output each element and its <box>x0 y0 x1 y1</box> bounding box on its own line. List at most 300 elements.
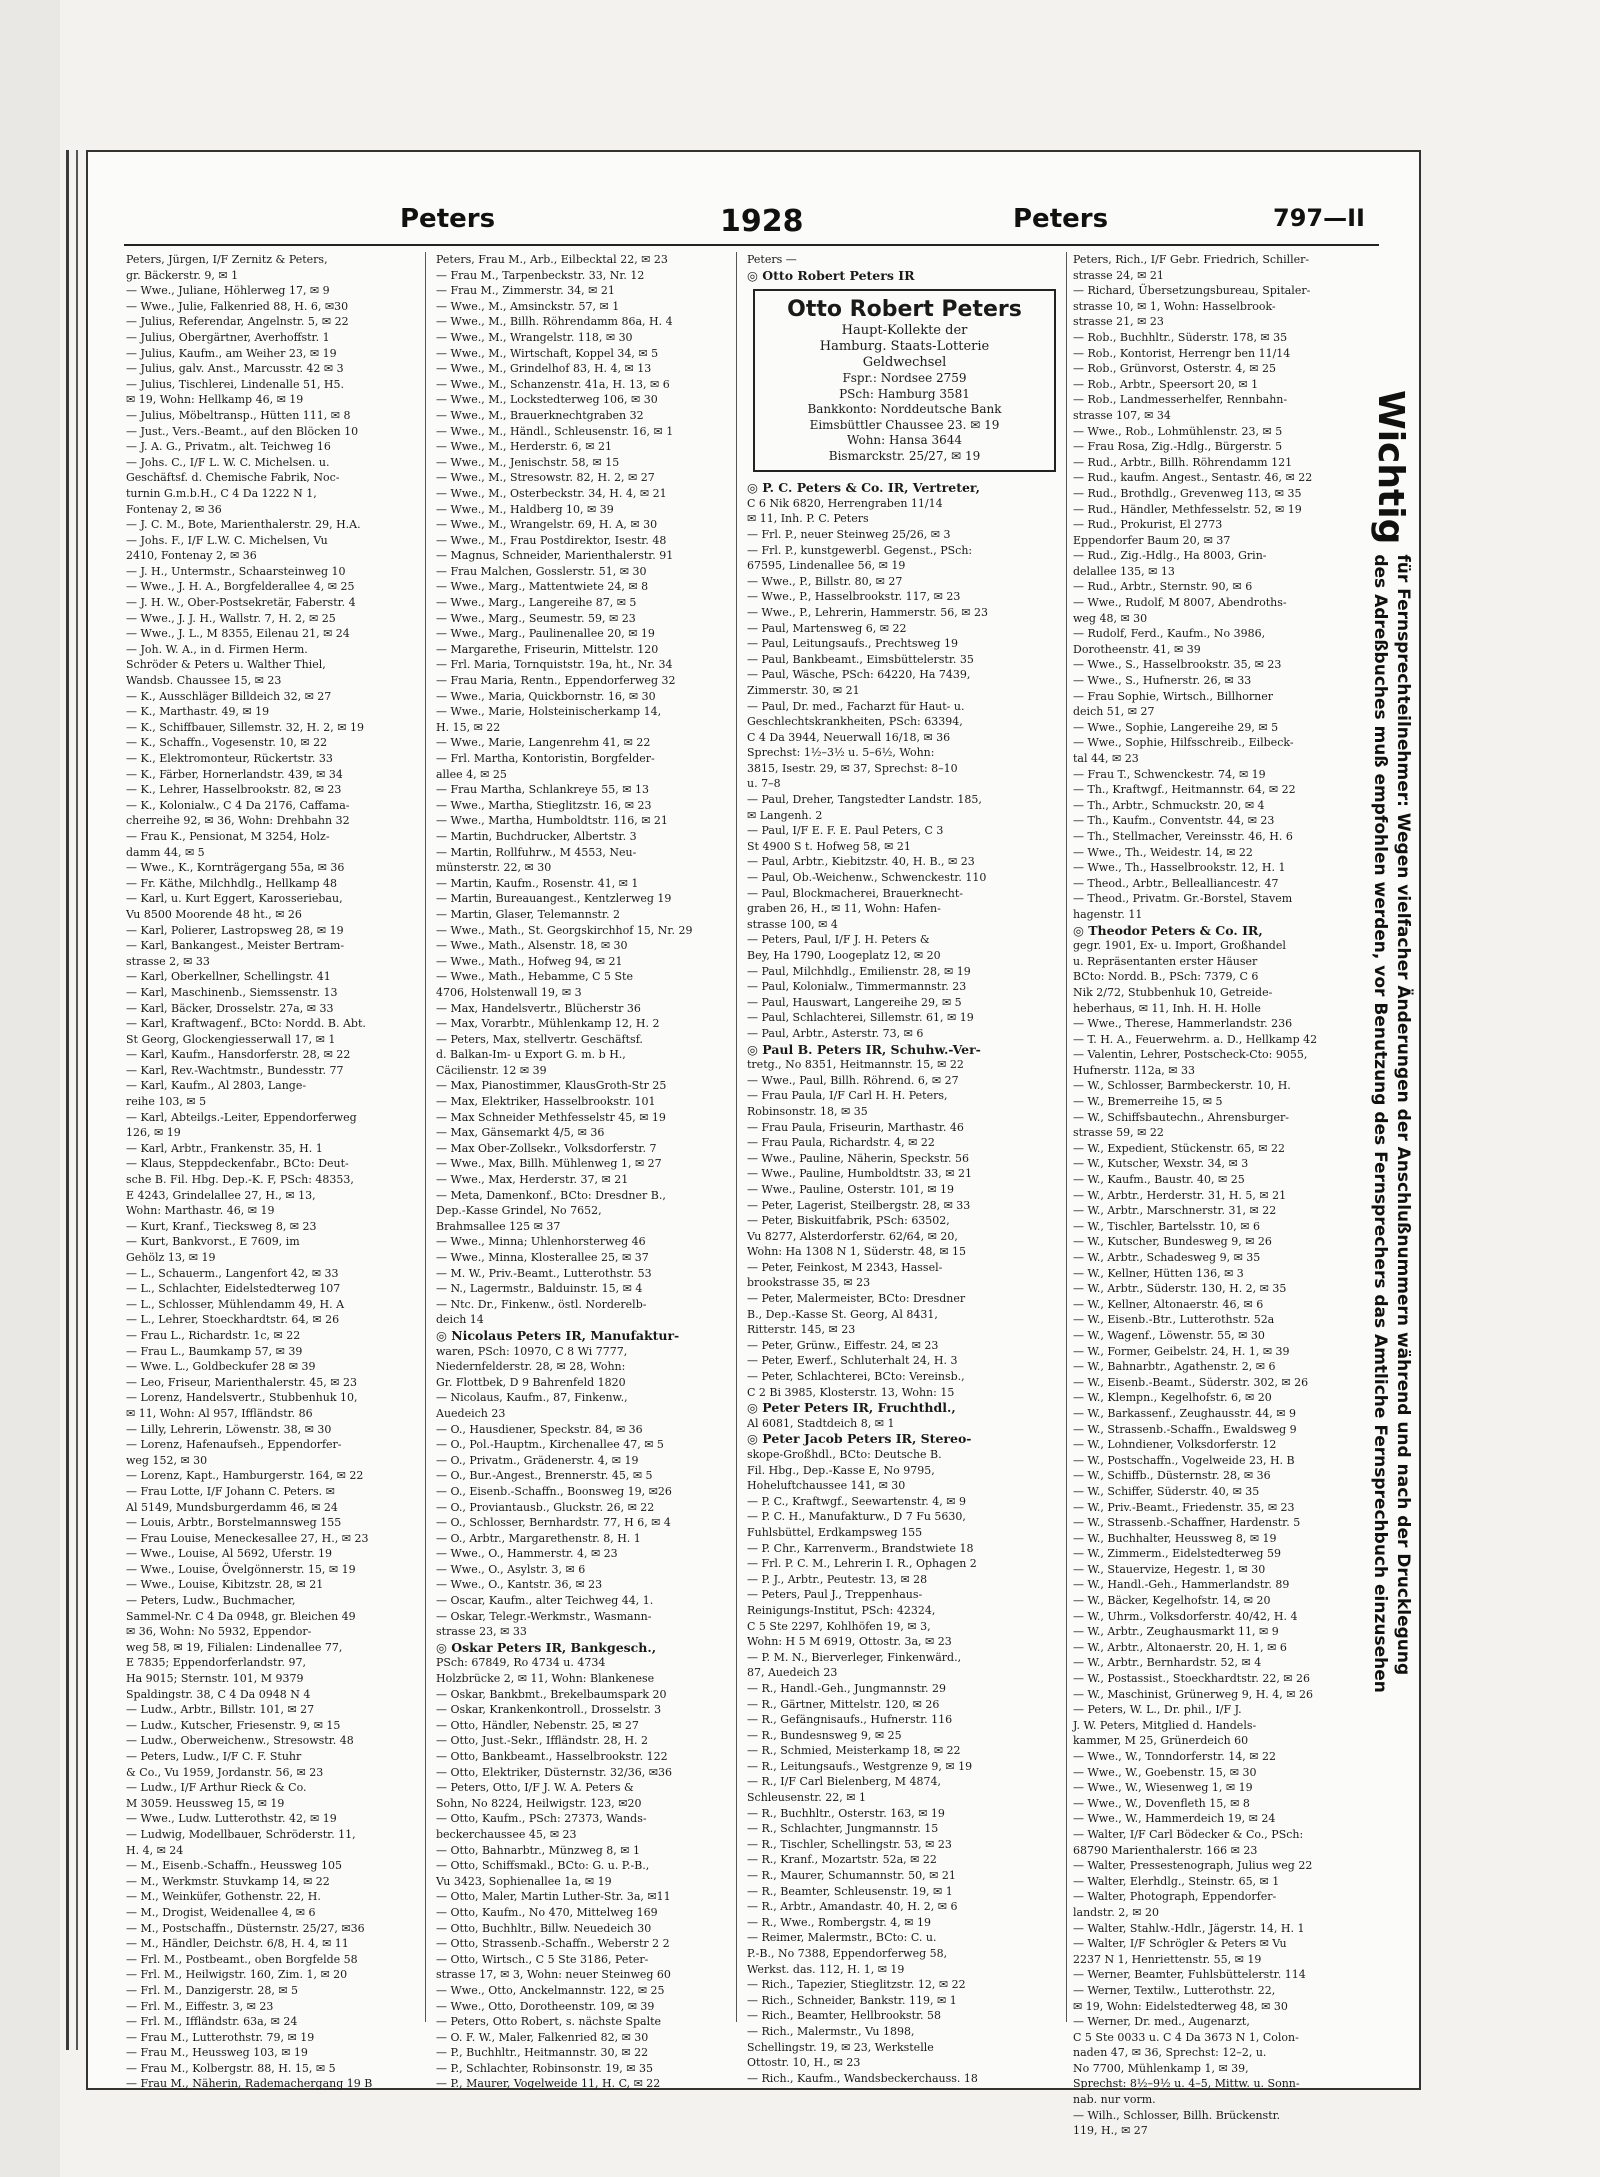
directory-entry: 67595, Lindenallee 56, ✉ 19 <box>747 559 906 573</box>
directory-entry: — O. F. W., Maler, Falkenried 82, ✉ 30 <box>436 2030 649 2044</box>
directory-entry: — Wwe., P., Lehrerin, Hammerstr. 56, ✉ 23 <box>747 605 988 619</box>
directory-entry: — M., Postschaffn., Düsternstr. 25/27, ✉36 <box>126 1921 365 1935</box>
directory-entry: — Frau Martha, Schlankreye 55, ✉ 13 <box>436 783 649 797</box>
directory-entry: — Th., Arbtr., Schmuckstr. 20, ✉ 4 <box>1073 798 1265 812</box>
directory-entry: — R., Schmied, Meisterkamp 18, ✉ 22 <box>747 1744 961 1758</box>
directory-entry: — Peters, Paul, I/F J. H. Peters & <box>747 933 930 947</box>
directory-entry: — Oscar, Kaufm., alter Teichweg 44, 1. <box>436 1594 654 1608</box>
directory-entry: — Reimer, Malermstr., BCto: C. u. <box>747 1931 937 1945</box>
directory-entry: — Wwe., Martha, Humboldtstr. 116, ✉ 21 <box>436 814 668 828</box>
directory-entry: — W., Bäcker, Kegelhofstr. 14, ✉ 20 <box>1073 1594 1271 1608</box>
ad-line: Haupt-Kollekte der <box>841 323 968 339</box>
directory-entry: — W., Handl.-Geh., Hammerlandstr. 89 <box>1073 1578 1290 1592</box>
directory-entry: — M., Werkmstr. Stuvkamp 14, ✉ 22 <box>126 1874 330 1888</box>
directory-entry: — Wwe., M., Schanzenstr. 41a, H. 13, ✉ 6 <box>436 377 670 391</box>
directory-entry: — Wwe., M., Lockstedterweg 106, ✉ 30 <box>436 393 658 407</box>
directory-entry: — Wwe., Pauline, Näherin, Speckstr. 56 <box>747 1151 970 1165</box>
directory-entry: — Magnus, Schneider, Marienthalerstr. 91 <box>436 549 674 563</box>
directory-entry: — Wwe., W., Wiesenweg 1, ✉ 19 <box>1073 1781 1253 1795</box>
ad-name: Otto Robert Peters <box>787 297 1022 323</box>
directory-entry: Al 5149, Mundsburgerdamm 46, ✉ 24 <box>126 1500 338 1514</box>
header-year: 1928 <box>720 204 804 239</box>
directory-entry: — W., Eisenb.-Beamt., Süderstr. 302, ✉ 26 <box>1073 1375 1309 1389</box>
directory-entry: — Frau Paula, I/F Carl H. H. Peters, <box>747 1089 948 1103</box>
directory-entry: — Wwe. L., Goldbeckufer 28 ✉ 39 <box>126 1360 316 1374</box>
directory-entry: — Otto, Elektriker, Düsternstr. 32/36, ✉36 <box>436 1765 672 1779</box>
directory-entry: — Paul, Wäsche, PSch: 64220, Ha 7439, <box>747 668 971 682</box>
directory-entry: — Wwe., K., Kornträgergang 55a, ✉ 36 <box>126 861 345 875</box>
directory-entry: — W., Zimmerm., Eidelstedterweg 59 <box>1073 1547 1281 1561</box>
directory-entry: — W., Strassenb.-Schaffn., Ewaldsweg 9 <box>1073 1422 1297 1436</box>
directory-entry: — W., Priv.-Beamt., Friedenstr. 35, ✉ 23 <box>1073 1500 1295 1514</box>
directory-entry: — Wwe., Ludw. Lutterothstr. 42, ✉ 19 <box>126 1812 337 1826</box>
directory-entry: Reinigungs-Institut, PSch: 42324, <box>747 1603 936 1617</box>
directory-entry: — Karl, Rev.-Wachtmstr., Bundesstr. 77 <box>126 1063 344 1077</box>
directory-entry: — P. C. H., Manufakturw., D 7 Fu 5630, <box>747 1510 966 1524</box>
directory-entry: ✉ 19, Wohn: Hellkamp 46, ✉ 19 <box>126 393 304 407</box>
notice-sidebar <box>1350 390 1414 1940</box>
directory-entry: 3815, Isestr. 29, ✉ 37, Sprechst: 8–10 <box>747 761 958 775</box>
directory-entry: d. Balkan-Im- u Export G. m. b H., <box>436 1048 626 1062</box>
directory-entry: — W., Arbtr., Schadesweg 9, ✉ 35 <box>1073 1251 1261 1264</box>
column-divider <box>1066 252 1067 2022</box>
directory-entry: — W., Arbtr., Bernhardstr. 52, ✉ 4 <box>1073 1656 1262 1670</box>
directory-entry: — Martin, Bureauangest., Kentzlerweg 19 <box>436 892 672 906</box>
directory-entry: — Joh. W. A., in d. Firmen Herm. <box>126 642 308 656</box>
directory-entry: — W., Schiffer, Süderstr. 40, ✉ 35 <box>1073 1484 1260 1498</box>
directory-entry: C 5 Ste 2297, Kohlhöfen 19, ✉ 3, <box>747 1619 931 1633</box>
directory-entry: — R., Buchhltr., Osterstr. 163, ✉ 19 <box>747 1806 945 1820</box>
directory-entry: — Frau M., Heussweg 103, ✉ 19 <box>126 2046 308 2060</box>
directory-entry: 119, H., ✉ 27 <box>1073 2124 1148 2138</box>
directory-entry: — Peters, Ludw., Buchmacher, <box>126 1594 296 1608</box>
directory-entry: — L., Schauerm., Langenfort 42, ✉ 33 <box>126 1266 339 1280</box>
directory-entry: tal 44, ✉ 23 <box>1073 752 1139 765</box>
directory-entry: — Wilh., Schlosser, Billh. Brückenstr. <box>1073 2108 1281 2122</box>
directory-entry: — Paul, Arbtr., Asterstr. 73, ✉ 6 <box>747 1026 924 1040</box>
directory-entry: — Paul, Martensweg 6, ✉ 22 <box>747 621 907 635</box>
directory-entry: Dorotheenstr. 41, ✉ 39 <box>1073 642 1201 656</box>
directory-entry: — Wwe., Louise, Kibitzstr. 28, ✉ 21 <box>126 1578 324 1592</box>
directory-entry: Al 6081, Stadtdeich 8, ✉ 1 <box>747 1416 895 1430</box>
directory-entry: — W., Schiffsbautechn., Ahrensburger- <box>1073 1110 1289 1124</box>
directory-entry: — Meta, Damenkonf., BCto: Dresdner B., <box>436 1188 666 1202</box>
column-3 <box>747 252 1062 2085</box>
directory-entry: Peters, Jürgen, I/F Zernitz & Peters, <box>126 253 328 266</box>
directory-entry: waren, PSch: 10970, C 8 Wi 7777, <box>436 1344 628 1358</box>
directory-entry: — R., Handl.-Geh., Jungmannstr. 29 <box>747 1681 947 1695</box>
directory-entry: — L., Lehrer, Stoeckhardtstr. 64, ✉ 26 <box>126 1313 340 1327</box>
directory-entry: — Rob., Grünvorst, Osterstr. 4, ✉ 25 <box>1073 362 1276 376</box>
directory-entry: E 7835; Eppendorferlandstr. 97, <box>126 1656 306 1670</box>
directory-entry: — K., Kolonialw., C 4 Da 2176, Caffama- <box>126 798 350 812</box>
directory-entry: — Wwe., M., Händl., Schleusenstr. 16, ✉ 1 <box>436 424 674 438</box>
directory-entry: — Wwe., Rob., Lohmühlenstr. 23, ✉ 5 <box>1073 424 1283 438</box>
directory-entry: — Wwe., O., Asylstr. 3, ✉ 6 <box>436 1562 586 1576</box>
directory-entry: — Karl, Polierer, Lastropsweg 28, ✉ 19 <box>126 923 344 937</box>
directory-entry: Auedeich 23 <box>436 1406 506 1420</box>
directory-entry: — R., I/F Carl Bielenberg, M 4874, <box>747 1775 942 1789</box>
directory-entry: St Georg, Glockengiesserwall 17, ✉ 1 <box>126 1032 336 1046</box>
directory-entry: — Wwe., J. J. H., Wallstr. 7, H. 2, ✉ 25 <box>126 611 336 625</box>
directory-entry: — Frau T., Schwenckestr. 74, ✉ 19 <box>1073 767 1266 781</box>
directory-entry: — Paul, Hauswart, Langereihe 29, ✉ 5 <box>747 995 962 1009</box>
directory-entry: — Frl. P., kunstgewerbl. Gegenst., PSch: <box>747 543 973 557</box>
directory-entry: — Peter, Ewerf., Schluterhalt 24, H. 3 <box>747 1354 958 1368</box>
directory-entry: — Wwe., Louise, Al 5692, Uferstr. 19 <box>126 1547 333 1561</box>
directory-entry: ✉ 11, Inh. P. C. Peters <box>747 512 869 526</box>
directory-entry: — Wwe., Marg., Paulinenallee 20, ✉ 19 <box>436 627 655 641</box>
directory-entry: Ha 9015; Sternstr. 101, M 9379 <box>126 1672 304 1686</box>
directory-entry: — Peters, Max, stellvertr. Geschäftsf. <box>436 1032 643 1046</box>
directory-entry: — R., Bundesnsweg 9, ✉ 25 <box>747 1728 902 1742</box>
directory-entry: — Karl, Bankangest., Meister Bertram- <box>126 939 345 953</box>
directory-entry: — Lilly, Lehrerin, Löwenstr. 38, ✉ 30 <box>126 1422 332 1436</box>
directory-entry: — Wwe., W., Tonndorferstr. 14, ✉ 22 <box>1073 1750 1276 1763</box>
directory-entry: — W., Former, Geibelstr. 24, H. 1, ✉ 39 <box>1073 1344 1290 1358</box>
directory-entry: — Wwe., M., Haldberg 10, ✉ 39 <box>436 502 614 516</box>
directory-entry: — P. Chr., Karrenverm., Brandstwiete 18 <box>747 1541 974 1555</box>
directory-entry: — Wwe., M., Stresowstr. 82, H. 2, ✉ 27 <box>436 471 655 485</box>
directory-entry: — R., Tischler, Schellingstr. 53, ✉ 23 <box>747 1837 952 1851</box>
column-divider <box>425 252 426 2022</box>
directory-entry: — W., Arbtr., Marschnerstr. 31, ✉ 22 <box>1073 1204 1277 1218</box>
directory-entry: — Wwe., Th., Hasselbrookstr. 12, H. 1 <box>1073 861 1286 875</box>
directory-entry: — L., Schlosser, Mühlendamm 49, H. A <box>126 1297 345 1311</box>
directory-entry: — Rob., Kontorist, Herrengr ben 11/14 <box>1073 346 1291 360</box>
directory-entry: — Frl. Martha, Kontoristin, Borgfelder- <box>436 752 655 765</box>
directory-entry: — O., Pol.-Hauptm., Kirchenallee 47, ✉ 5 <box>436 1438 664 1452</box>
header-left-name: Peters <box>400 204 496 234</box>
ad-line: PSch: Hamburg 3581 <box>839 386 970 401</box>
directory-entry: — Max Ober-Zollsekr., Volksdorferstr. 7 <box>436 1141 657 1155</box>
directory-entry: — O., Proviantausb., Gluckstr. 26, ✉ 22 <box>436 1500 655 1514</box>
directory-entry: — Wwe., M., Frau Postdirektor, Isestr. 48 <box>436 533 667 547</box>
directory-entry: — Karl, Kaufm., Hansdorferstr. 28, ✉ 22 <box>126 1048 351 1062</box>
directory-entry: weg 58, ✉ 19, Filialen: Lindenallee 77, <box>126 1640 343 1654</box>
directory-entry: — Otto, Strassenb.-Schaffn., Weberstr 2 2 <box>436 1937 670 1951</box>
ad-line: Bankkonto: Norddeutsche Bank <box>807 402 1002 417</box>
directory-entry: — Wwe., Otto, Dorotheenstr. 109, ✉ 39 <box>436 1999 655 2013</box>
directory-entry: Robinsonstr. 18, ✉ 35 <box>747 1104 868 1118</box>
directory-entry: — W., Schiffb., Düsternstr. 28, ✉ 36 <box>1073 1469 1271 1483</box>
directory-entry: — Karl, Kaufm., Al 2803, Lange- <box>126 1079 307 1093</box>
directory-entry: — Ludw., Arbtr., Billstr. 101, ✉ 27 <box>126 1703 315 1717</box>
directory-entry: strasse 2, ✉ 33 <box>126 954 210 968</box>
directory-entry: — Frau M., Näherin, Rademachergang 19 B <box>126 2077 373 2091</box>
directory-entry: — Frau M., Kolbergstr. 88, H. 15, ✉ 5 <box>126 2061 336 2075</box>
directory-entry: — Otto, Maler, Martin Luther-Str. 3a, ✉11 <box>436 1890 671 1904</box>
directory-entry: — Wwe., Marg., Mattentwiete 24, ✉ 8 <box>436 580 649 594</box>
directory-entry: ✉ 36, Wohn: No 5932, Eppendor- <box>126 1625 312 1639</box>
directory-entry: — O., Arbtr., Margarethenstr. 8, H. 1 <box>436 1531 641 1545</box>
directory-entry: — Wwe., Max, Herderstr. 37, ✉ 21 <box>436 1173 629 1187</box>
directory-entry: — W., Klempn., Kegelhofstr. 6, ✉ 20 <box>1073 1391 1272 1405</box>
directory-entry: Ritterstr. 145, ✉ 23 <box>747 1323 856 1337</box>
directory-entry: — W., Buchhalter, Heussweg 8, ✉ 19 <box>1073 1531 1277 1545</box>
directory-entry: strasse 107, ✉ 34 <box>1073 408 1171 422</box>
ad-line: Geldwechsel <box>862 355 947 371</box>
directory-entry: — Wwe., Maria, Quickbornstr. 16, ✉ 30 <box>436 689 656 703</box>
directory-entry: — K., Schaffn., Vogesenstr. 10, ✉ 22 <box>126 736 328 750</box>
directory-entry: — Frau M., Lutterothstr. 79, ✉ 19 <box>126 2030 315 2044</box>
directory-entry: — Max, Elektriker, Hasselbrookstr. 101 <box>436 1095 656 1109</box>
directory-entry: — Peter, Biskuitfabrik, PSch: 63502, <box>747 1214 950 1228</box>
directory-entry: — Peters, W. L., Dr. phil., I/F J. <box>1073 1703 1242 1717</box>
directory-entry: sche B. Fil. Hbg. Dep.-K. F, PSch: 48353, <box>126 1173 354 1187</box>
directory-entry: — Wwe., Louise, Övelgönnerstr. 15, ✉ 19 <box>126 1562 356 1576</box>
directory-entry: 126, ✉ 19 <box>126 1126 181 1140</box>
directory-entry: — Peter, Feinkost, M 2343, Hassel- <box>747 1260 943 1274</box>
left-margin <box>0 0 60 2177</box>
directory-entry: — W., Maschinist, Grünerweg 9, H. 4, ✉ 26 <box>1073 1687 1313 1701</box>
directory-entry: — Otto, Wirtsch., C 5 Ste 3186, Peter- <box>436 1952 649 1966</box>
directory-entry: — W., Schlosser, Barmbeckerstr. 10, H. <box>1073 1079 1291 1093</box>
directory-entry: — Martin, Buchdrucker, Albertstr. 3 <box>436 829 637 843</box>
directory-entry: — Wwe., M., Wirtschaft, Koppel 34, ✉ 5 <box>436 346 659 360</box>
directory-entry: — W., Lohndiener, Volksdorferstr. 12 <box>1073 1438 1277 1452</box>
directory-entry: — W., Arbtr., Zeughausmarkt 11, ✉ 9 <box>1073 1625 1279 1639</box>
directory-entry: — J. H., Untermstr., Schaarsteinweg 10 <box>126 564 346 578</box>
directory-entry: — P., Schlachter, Robinsonstr. 19, ✉ 35 <box>436 2061 653 2075</box>
directory-entry: strasse 23, ✉ 33 <box>436 1625 527 1639</box>
directory-entry: — W., Kutscher, Bundesweg 9, ✉ 26 <box>1073 1235 1272 1249</box>
directory-entry: — O., Privatm., Grädenerstr. 4, ✉ 19 <box>436 1453 639 1467</box>
directory-entry: E 4243, Grindelallee 27, H., ✉ 13, <box>126 1188 316 1202</box>
ad-line: Fspr.: Nordsee 2759 <box>842 371 967 386</box>
directory-entry: St 4900 S t. Hofweg 58, ✉ 21 <box>747 839 911 853</box>
directory-entry: — Frl. Maria, Tornquiststr. 19a, ht., Nr. 34 <box>436 658 673 672</box>
directory-entry: — Frl. M., Heilwigstr. 160, Zim. 1, ✉ 20 <box>126 1968 348 1982</box>
directory-entry: gegr. 1901, Ex- u. Import, Großhandel <box>1073 939 1286 953</box>
directory-entry: Schleusenstr. 22, ✉ 1 <box>747 1791 866 1805</box>
directory-entry: — Th., Kaufm., Conventstr. 44, ✉ 23 <box>1073 814 1275 828</box>
directory-entry: — J. A. G., Privatm., alt. Teichweg 16 <box>126 440 331 454</box>
directory-entry: Vu 3423, Sophienallee 1a, ✉ 19 <box>436 1874 612 1888</box>
directory-entry: Bey, Ha 1790, Loogeplatz 12, ✉ 20 <box>747 949 941 962</box>
directory-entry: — Wwe., Julie, Falkenried 88, H. 6, ✉30 <box>126 299 349 313</box>
directory-entry: — Frau L., Baumkamp 57, ✉ 39 <box>126 1344 303 1358</box>
directory-entry: skope-Großhdl., BCto: Deutsche B. <box>747 1448 942 1461</box>
directory-entry: — Lorenz, Handelsvertr., Stubbenhuk 10, <box>126 1391 358 1405</box>
directory-entry: — Wwe., M., Grindelhof 83, H. 4, ✉ 13 <box>436 362 652 376</box>
directory-entry: strasse 10, ✉ 1, Wohn: Hasselbrook- <box>1073 299 1276 313</box>
directory-entry: — Oskar, Bankbmt., Brekelbaumspark 20 <box>436 1687 667 1701</box>
directory-entry: — Werner, Dr. med., Augenarzt, <box>1073 2015 1250 2029</box>
directory-entry: — Paul, Arbtr., Kiebitzstr. 40, H. B., ✉ 23 <box>747 855 975 869</box>
directory-entry: naden 47, ✉ 36, Sprechst: 12–2, u. <box>1073 2046 1267 2060</box>
directory-entry: deich 14 <box>436 1313 484 1327</box>
directory-entry: — Wwe., Math., Hebamme, C 5 Ste <box>436 970 633 984</box>
directory-entry: hagenstr. 11 <box>1073 907 1143 921</box>
directory-entry: C 5 Ste 0033 u. C 4 Da 3673 N 1, Colon- <box>1073 2030 1299 2044</box>
directory-entry: — K., Elektromonteur, Rückertstr. 33 <box>126 752 333 765</box>
directory-entry: — Otto, Just.-Sekr., Iffländstr. 28, H. 2 <box>436 1734 649 1748</box>
directory-entry: — Walter, I/F Carl Bödecker & Co., PSch: <box>1073 1827 1304 1841</box>
directory-entry: — Kurt, Bankvorst., E 7609, im <box>126 1235 300 1249</box>
directory-entry: — Peters, Otto, I/F J. W. A. Peters & <box>436 1781 634 1795</box>
directory-entry: — Karl, Bäcker, Drosselstr. 27a, ✉ 33 <box>126 1001 334 1015</box>
directory-page <box>86 150 1421 2138</box>
directory-entry: — P. M. N., Bierverleger, Finkenwärd., <box>747 1650 962 1664</box>
directory-entry: — W., Strassenb.-Schaffner, Hardenstr. 5 <box>1073 1516 1301 1530</box>
ad-line: Wohn: Hansa 3644 <box>846 433 963 448</box>
directory-entry: — Wwe., Th., Weidestr. 14, ✉ 22 <box>1073 845 1253 859</box>
directory-entry: — Wwe., W., Hammerdeich 19, ✉ 24 <box>1073 1812 1276 1826</box>
ad-line: Hamburg. Staats-Lotterie <box>819 339 990 355</box>
directory-entry: — Wwe., P., Billstr. 80, ✉ 27 <box>747 574 903 588</box>
directory-entry: ✉ 19, Wohn: Eidelstedterweg 48, ✉ 30 <box>1073 1999 1288 2013</box>
advertisement-box <box>753 289 1056 472</box>
directory-entry: — Otto, Schiffsmakl., BCto: G. u. P.-B., <box>436 1859 650 1873</box>
directory-entry: — Wwe., Juliane, Höhlerweg 17, ✉ 9 <box>126 284 330 298</box>
directory-entry: — Peters, Ludw., I/F C. F. Stuhr <box>126 1750 302 1763</box>
directory-entry: — Paul, Bankbeamt., Eimsbüttelerstr. 35 <box>747 652 974 666</box>
directory-entry: — Johs. C., I/F L. W. C. Michelsen. u. <box>126 455 330 469</box>
directory-entry: — Rich., Kaufm., Wandsbeckerchauss. 18 <box>747 2071 978 2085</box>
directory-entry: — Werner, Beamter, Fuhlsbüttelerstr. 114 <box>1073 1968 1306 1982</box>
directory-entry: — N., Lagermstr., Balduinstr. 15, ✉ 4 <box>436 1282 643 1296</box>
notice-line-1: für Fernsprechteilnehmer: Wegen vielfacher Änderungen der Anschlußnummern während und nach der Drucklegung <box>1393 554 1413 1676</box>
directory-entry: — R., Beamter, Schleusenstr. 19, ✉ 1 <box>747 1884 953 1898</box>
directory-entry: Cäcilienstr. 12 ✉ 39 <box>436 1063 547 1077</box>
directory-entry: — Wwe., Marg., Langereihe 87, ✉ 5 <box>436 596 637 610</box>
directory-entry: — Frau Malchen, Gosslerstr. 51, ✉ 30 <box>436 564 647 578</box>
directory-entry: — Wwe., M., Herderstr. 6, ✉ 21 <box>436 440 612 454</box>
directory-entry: ◎ P. C. Peters & Co. IR, Vertreter, <box>747 480 980 496</box>
directory-entry: — Paul, I/F E. F. E. Paul Peters, C 3 <box>747 824 944 838</box>
directory-entry: 4706, Holstenwall 19, ✉ 3 <box>436 985 582 999</box>
directory-entry: — W., Expedient, Stückenstr. 65, ✉ 22 <box>1073 1141 1285 1155</box>
directory-entry: — Margarethe, Friseurin, Mittelstr. 120 <box>436 642 659 656</box>
directory-entry: — Karl, Maschinenb., Siemssenstr. 13 <box>126 985 338 999</box>
binding-edge-inner <box>76 150 78 2050</box>
directory-entry: — O., Bur.-Angest., Brennerstr. 45, ✉ 5 <box>436 1469 653 1483</box>
directory-entry: — Frau Paula, Friseurin, Marthastr. 46 <box>747 1120 964 1134</box>
directory-entry: — Frl. M., Eiffestr. 3, ✉ 23 <box>126 1999 274 2013</box>
directory-entry: münsterstr. 22, ✉ 30 <box>436 861 552 875</box>
directory-entry: — M. W., Priv.-Beamt., Lutterothstr. 53 <box>436 1266 652 1280</box>
directory-entry: Werkst. das. 112, H. 1, ✉ 19 <box>747 1962 905 1976</box>
directory-entry: — Wwe., O., Kantstr. 36, ✉ 23 <box>436 1578 603 1592</box>
directory-entry: ◎ Paul B. Peters IR, Schuhw.-Ver- <box>747 1041 981 1057</box>
directory-entry: — Wwe., Minna, Klosterallee 25, ✉ 37 <box>436 1251 649 1264</box>
directory-entry: — P., Buchhltr., Heitmannstr. 30, ✉ 22 <box>436 2046 649 2060</box>
directory-entry: — R., Gärtner, Mittelstr. 120, ✉ 26 <box>747 1697 940 1711</box>
directory-entry: — Max, Pianostimmer, KlausGroth-Str 25 <box>436 1079 667 1093</box>
directory-entry: — Frau Maria, Rentn., Eppendorferweg 32 <box>436 674 676 688</box>
directory-entry: Vu 8277, Alsterdorferstr. 62/64, ✉ 20, <box>747 1229 958 1243</box>
directory-entry: — Wwe., Marie, Langenrehm 41, ✉ 22 <box>436 736 651 750</box>
directory-entry: ◎ Nicolaus Peters IR, Manufaktur- <box>436 1327 680 1343</box>
ad-line: Bismarckstr. 25/27, ✉ 19 <box>828 448 981 463</box>
directory-entry: — W., Tischler, Bartelsstr. 10, ✉ 6 <box>1073 1219 1260 1233</box>
directory-entry: — Louis, Arbtr., Borstelmannsweg 155 <box>126 1516 342 1530</box>
directory-entry: — Theod., Privatm. Gr.-Borstel, Stavem <box>1073 892 1293 906</box>
header-right-name: Peters <box>1013 204 1109 234</box>
directory-entry: — Peter, Grünw., Eiffestr. 24, ✉ 23 <box>747 1338 939 1352</box>
directory-entry: Zimmerstr. 30, ✉ 21 <box>747 683 860 697</box>
directory-entry: — Wwe., Rudolf, M 8007, Abendroths- <box>1073 596 1287 610</box>
directory-entry: — Wwe., Pauline, Osterstr. 101, ✉ 19 <box>747 1182 955 1196</box>
directory-entry: beckerchaussee 45, ✉ 23 <box>436 1827 577 1841</box>
directory-entry: — W., Postassist., Stoeckhardtstr. 22, ✉ 26 <box>1073 1672 1311 1686</box>
directory-entry: — M., Händler, Deichstr. 6/8, H. 4, ✉ 11 <box>126 1937 349 1951</box>
directory-entry: — Ludw., Kutscher, Friesenstr. 9, ✉ 15 <box>126 1718 341 1732</box>
directory-entry: weg 48, ✉ 30 <box>1073 611 1148 625</box>
directory-entry: 2237 N 1, Henriettenstr. 55, ✉ 19 <box>1073 1952 1262 1966</box>
column-4 <box>1073 252 1348 2138</box>
directory-entry: ✉ 11, Wohn: Al 957, Iffländstr. 86 <box>126 1406 313 1420</box>
directory-entry: ✉ Langenh. 2 <box>747 808 823 822</box>
directory-entry: — R., Schlachter, Jungmannstr. 15 <box>747 1822 939 1836</box>
directory-entry: strasse 17, ✉ 3, Wohn: neuer Steinweg 60 <box>436 1968 671 1982</box>
directory-entry: — Rich., Malermstr., Vu 1898, <box>747 2024 915 2038</box>
directory-entry: — M., Drogist, Weidenallee 4, ✉ 6 <box>126 1905 316 1919</box>
directory-entry: — Julius, galv. Anst., Marcusstr. 42 ✉ 3 <box>126 362 344 376</box>
directory-entry: — T. H. A., Feuerwehrm. a. D., Hellkamp 42 <box>1073 1032 1318 1046</box>
directory-entry: — Walter, Pressestenograph, Julius weg 22 <box>1073 1859 1313 1873</box>
ad-line: Eimsbüttler Chaussee 23. ✉ 19 <box>809 417 1000 432</box>
directory-entry: — P. C., Kraftwgf., Seewartenstr. 4, ✉ 9 <box>747 1494 966 1508</box>
header-rule <box>124 244 1379 246</box>
directory-entry: — Wwe., Sophie, Hilfsschreib., Eilbeck- <box>1073 736 1294 750</box>
directory-entry: Fontenay 2, ✉ 36 <box>126 502 222 516</box>
directory-entry: Sammel-Nr. C 4 Da 0948, gr. Bleichen 49 <box>126 1609 356 1623</box>
directory-entry: strasse 21, ✉ 23 <box>1073 315 1164 329</box>
directory-entry: — Peter, Lagerist, Steilbergstr. 28, ✉ 33 <box>747 1198 971 1212</box>
directory-entry: — Peter, Malermeister, BCto: Dresdner <box>747 1292 966 1306</box>
directory-entry: — Wwe., J. L., M 8355, Eilenau 21, ✉ 24 <box>126 627 350 641</box>
directory-entry: No 7700, Mühlenkamp 1, ✉ 39, <box>1073 2061 1249 2075</box>
directory-entry: — Rob., Buchhltr., Süderstr. 178, ✉ 35 <box>1073 330 1288 344</box>
directory-entry: — O., Schlosser, Bernhardstr. 77, H 6, ✉ 4 <box>436 1516 671 1530</box>
directory-entry: BCto: Nordd. B., PSch: 7379, C 6 <box>1073 970 1259 984</box>
directory-entry: — R., Wwe., Rombergstr. 4, ✉ 19 <box>747 1915 931 1929</box>
directory-entry: reihe 103, ✉ 5 <box>126 1095 207 1109</box>
directory-entry: Schröder & Peters u. Walther Thiel, <box>126 658 326 672</box>
page-number: 797—II <box>1273 204 1365 232</box>
directory-entry: — Wwe., Minna; Uhlenhorsterweg 46 <box>436 1235 646 1249</box>
directory-entry: — Julius, Möbeltransp., Hütten 111, ✉ 8 <box>126 408 351 422</box>
directory-entry: — Ludw., Oberweichenw., Stresowstr. 48 <box>126 1734 354 1748</box>
directory-entry: allee 4, ✉ 25 <box>436 767 507 781</box>
directory-entry: C 6 Nik 6820, Herrengraben 11/14 <box>747 496 943 510</box>
directory-entry: — Walter, Photograph, Eppendorfer- <box>1073 1890 1277 1904</box>
directory-entry: — Otto, Kaufm., No 470, Mittelweg 169 <box>436 1905 658 1919</box>
directory-entry: strasse 24, ✉ 21 <box>1073 268 1164 282</box>
directory-entry: — K., Lehrer, Hasselbrookstr. 82, ✉ 23 <box>126 783 342 797</box>
directory-entry: — Wwe., Marg., Seumestr. 59, ✉ 23 <box>436 611 636 625</box>
directory-entry: — Karl, Kraftwagenf., BCto: Nordd. B. Abt. <box>126 1017 366 1031</box>
directory-entry: Holzbrücke 2, ✉ 11, Wohn: Blankenese <box>436 1672 655 1686</box>
directory-entry: Brahmsallee 125 ✉ 37 <box>436 1219 561 1233</box>
directory-entry: — Karl, Oberkellner, Schellingstr. 41 <box>126 970 331 984</box>
directory-entry: weg 152, ✉ 30 <box>126 1453 208 1467</box>
directory-entry: damm 44, ✉ 5 <box>126 845 205 859</box>
notice-title: Wichtig <box>1370 390 1412 545</box>
directory-entry: Spaldingstr. 38, C 4 Da 0948 N 4 <box>126 1687 311 1701</box>
directory-entry: — Paul, Dr. med., Facharzt für Haut- u. <box>747 699 965 713</box>
directory-entry: — Wwe., S., Hasselbrookstr. 35, ✉ 23 <box>1073 658 1282 672</box>
directory-entry: — W., Arbtr., Altonaerstr. 20, H. 1, ✉ 6 <box>1073 1640 1287 1654</box>
directory-entry: — Rich., Schneider, Bankstr. 119, ✉ 1 <box>747 1993 957 2007</box>
directory-entry: — W., Postschaffn., Vogelweide 23, H. B <box>1073 1453 1295 1467</box>
directory-entry: — Walter, I/F Schrögler & Peters ✉ Vu <box>1073 1937 1287 1951</box>
directory-entry: — L., Schlachter, Eidelstedterweg 107 <box>126 1282 341 1296</box>
page-header <box>88 204 1419 244</box>
column-divider <box>736 252 737 2022</box>
